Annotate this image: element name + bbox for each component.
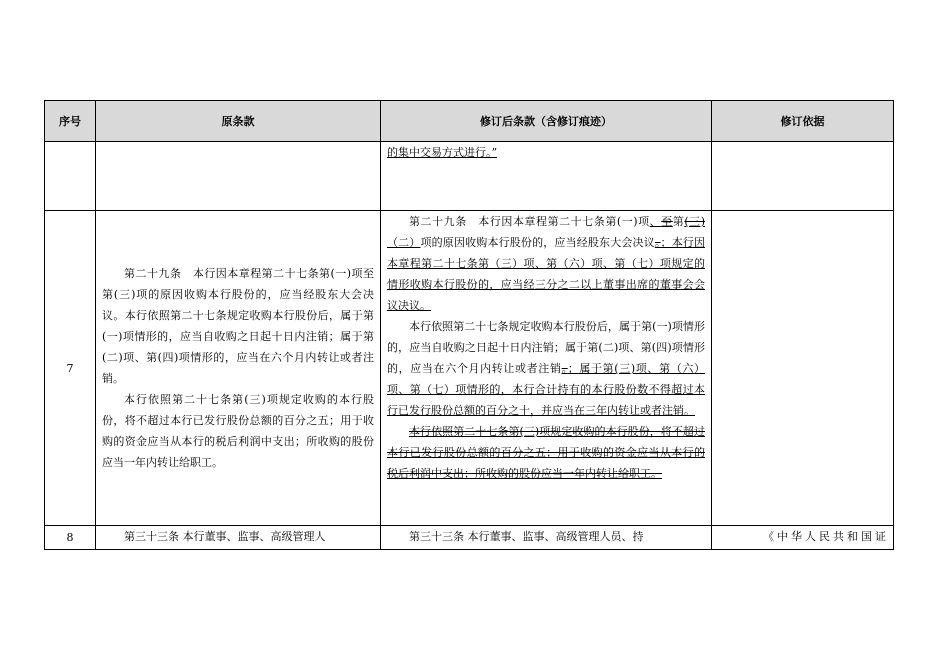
revised-clause-cell	[381, 211, 712, 526]
deleted-text: 。	[561, 362, 568, 375]
table-row	[45, 142, 894, 211]
header-revision-basis: 修订依据	[712, 101, 894, 142]
original-paragraph: 本行依照第二十七条第(三)项规定收购的本行股份，将不超过本行已发行股份总额的百分之五；用于收购的资金应当从本行的税后利润中支出；所收购的股份应当一年内转让给职工。	[102, 393, 374, 469]
header-seq: 序号	[45, 101, 96, 142]
basis-cell	[712, 142, 894, 211]
table-header-row	[45, 101, 894, 142]
revised-paragraph	[387, 421, 705, 484]
basis-cell	[712, 211, 894, 526]
inserted-text: 、	[649, 215, 662, 228]
revised-paragraph	[387, 316, 705, 421]
basis-cell: 《中华人民共和国证	[712, 526, 894, 550]
revised-clause-cell: 第三十三条 本行董事、监事、高级管理人员、持	[381, 526, 712, 550]
unchanged-text: 本行依照第二十七条规定收购本行股份后，属于第(一)项情形的，应当自收购之日起十日内注销；属于第(二)项、第(四)项情形的，应当在六个月内转让或者注销	[387, 320, 705, 375]
original-clause-cell: 第三十三条 本行董事、监事、高级管理人	[96, 526, 381, 550]
inserted-text: ；	[567, 362, 579, 375]
deleted-text: 。	[654, 236, 661, 249]
unchanged-text: 第二十九条 本行因本章程第二十七条第(一)项	[409, 215, 650, 228]
revised-paragraph	[387, 211, 705, 316]
inserted-text: 属于第(三)项、第（六）项、第（七）项情形的，本行合计持有的本行股份数不得超过本行已发行股份总额的百分之十，并应当在三年内转让或者注销。	[387, 362, 705, 417]
unchanged-text: 项的原因收购本行股份的，应当经股东大会决议	[420, 236, 655, 249]
inserted-text: （二）	[387, 236, 421, 249]
original-clause-cell	[96, 142, 381, 211]
header-original-clause: 原条款	[96, 101, 381, 142]
unchanged-text: 第	[672, 215, 685, 228]
inserted-text: 的集中交易方式进行。”	[387, 146, 498, 159]
revision-comparison-table	[44, 100, 894, 550]
header-revised-clause: 修订后条款（含修订痕迹）	[381, 101, 712, 142]
deleted-text: (三)	[684, 215, 706, 228]
original-paragraph: 第二十九条 本行因本章程第二十七条第(一)项至第(三)项的原因收购本行股份的，应当经股东大会决议。本行依照第二十七条规定收购本行股份后，属于第(一)项情形的，应当自收购之日起十日内注销；属于第(二)项、第(四)项情形的，应当在六个月内转让或者注销。	[102, 267, 374, 385]
seq-cell: 8	[45, 526, 96, 550]
seq-cell	[45, 142, 96, 211]
table-row	[45, 211, 894, 526]
revised-clause-cell	[381, 142, 712, 211]
table-row	[45, 526, 894, 550]
deleted-text: 至	[661, 215, 673, 228]
deleted-text: 本行依照第二十七条第(三)项规定收购的本行股份，将不超过本行已发行股份总额的百分之五；用于收购的资金应当从本行的税后利润中支出；所收购的股份应当一年内转让给职工。	[387, 425, 705, 480]
inserted-text: ；本行因本章程第二十七条第（三）项、第（六）项、第（七）项规定的情形收购本行股份的，应当经三分之二以上董事出席的董事会会议决议。	[387, 236, 706, 312]
seq-cell: 7	[45, 211, 96, 526]
original-clause-cell	[96, 211, 381, 526]
